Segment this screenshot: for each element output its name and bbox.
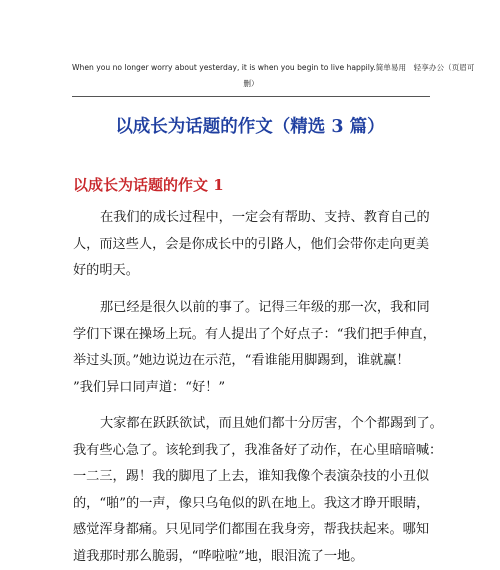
- paragraph-line: 学们下课在操场上玩。有人提出了个好点子：“我们把手伸直，: [73, 322, 431, 349]
- paragraph-line: 那已经是很久以前的事了。记得三年级的那一次，我和同: [73, 295, 431, 322]
- paragraph-line: 感觉浑身都痛。只见同学们都围在我身旁，帮我扶起来。哪知: [73, 517, 431, 544]
- header-divider: [72, 96, 430, 97]
- paragraph-line: 我有些心急了。该轮到我了，我准备好了动作，在心里暗暗喊：: [73, 438, 431, 465]
- running-header-line-1: When you no longer worry about yesterday, it is when you begin to live happily.简单易用 轻享办公（页眉可: [72, 60, 430, 76]
- paragraph-line: ”我们异口同声道：“好！”: [73, 375, 431, 402]
- paragraph-1: [73, 205, 431, 285]
- paragraph-line: 道我那时那么脆弱，“哗啦啦”地，眼泪流了一地。: [73, 544, 431, 570]
- paragraph-2: [73, 295, 431, 401]
- paragraph-line: 在我们的成长过程中，一定会有帮助、支持、教育自己的: [73, 205, 431, 232]
- running-header-line-2: 删）: [72, 76, 430, 92]
- paragraph-line: 好的明天。: [73, 258, 431, 285]
- section-heading: 以成长为话题的作文 1: [73, 172, 433, 198]
- paragraph-line: 举过头顶。”她边说边在示范，“看谁能用脚踢到，谁就赢！: [73, 348, 431, 375]
- paragraph-3: [73, 411, 431, 570]
- running-header: [72, 60, 430, 92]
- paragraph-line: 一二三，踢！我的脚甩了上去，谁知我像个表演杂技的小丑似: [73, 464, 431, 491]
- paragraph-line: 的，“啪”的一声，像只乌龟似的趴在地上。我这才睁开眼睛，: [73, 491, 431, 518]
- paragraph-line: 大家都在跃跃欲试，而且她们都十分厉害，个个都踢到了。: [73, 411, 431, 438]
- document-title: 以成长为话题的作文（精选 3 篇）: [60, 110, 440, 144]
- paragraph-line: 人，而这些人，会是你成长中的引路人，他们会带你走向更美: [73, 232, 431, 259]
